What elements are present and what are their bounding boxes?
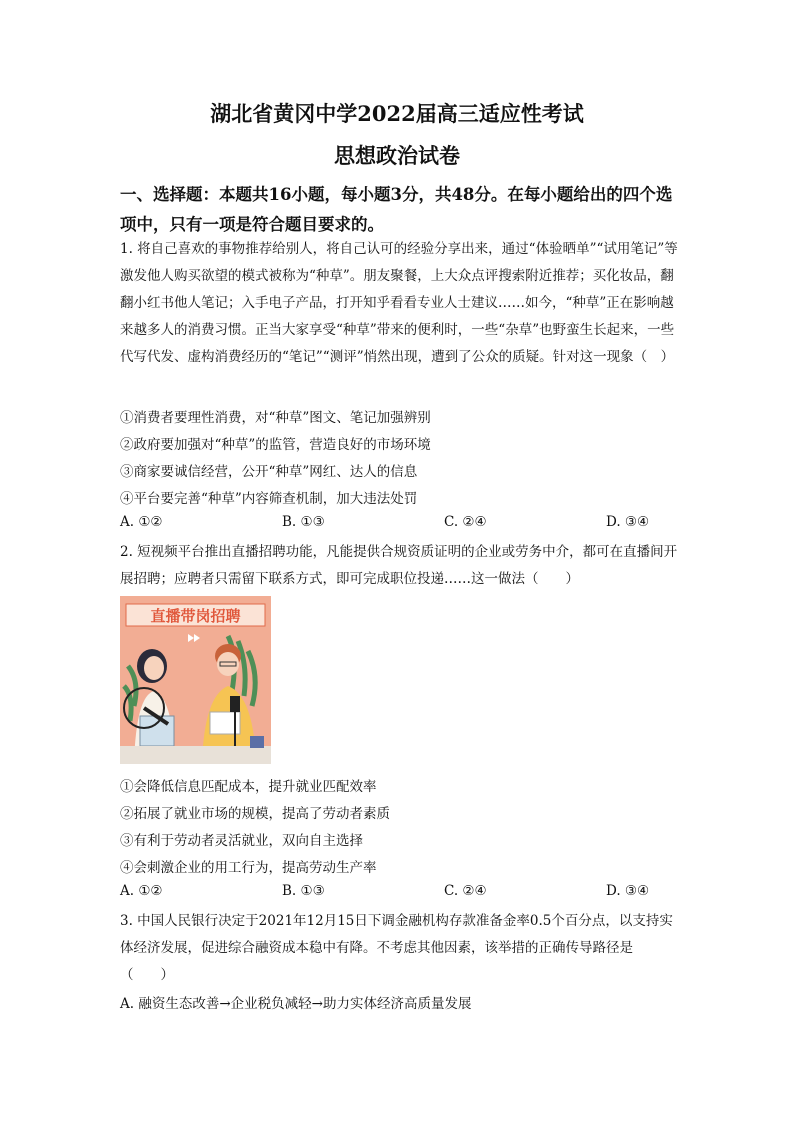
exam-subtitle: 思想政治试卷 xyxy=(334,143,460,168)
q1-option-a[interactable]: A. ①② xyxy=(120,514,163,530)
q1-item-2: ②政府要加强对“种草”的监管，营造良好的市场环境 xyxy=(120,437,431,453)
q1-options xyxy=(120,514,660,534)
q1-option-d[interactable]: D. ③④ xyxy=(606,514,650,530)
q2-option-a[interactable]: A. ①② xyxy=(120,883,163,899)
q2-option-c[interactable]: C. ②④ xyxy=(444,883,487,899)
q2-option-b[interactable]: B. ①③ xyxy=(282,883,325,899)
q1-item-4: ④平台要完善“种草”内容筛查机制，加大违法处罚 xyxy=(120,491,418,507)
q1-item-3: ③商家要诚信经营，公开“种草”网红、达人的信息 xyxy=(120,464,418,480)
q2-item-2: ②拓展了就业市场的规模，提高了劳动者素质 xyxy=(120,806,390,822)
poster-title: 直播带岗招聘 xyxy=(150,607,241,625)
q1-item-1: ①消费者要理性消费，对“种草”图文、笔记加强辨别 xyxy=(120,410,431,426)
q1-option-c[interactable]: C. ②④ xyxy=(444,514,487,530)
q2-option-d[interactable]: D. ③④ xyxy=(606,883,650,899)
section-heading: 一、选择题：本题共16小题，每小题3分，共48分。在每小题给出的四个选项中，只有一项是符合题目要求的。 xyxy=(120,185,673,234)
q2-item-4: ④会刺激企业的用工行为，提高劳动生产率 xyxy=(120,860,377,876)
q2-item-3: ③有利于劳动者灵活就业，双向自主选择 xyxy=(120,833,363,849)
live-recruitment-poster xyxy=(120,596,271,764)
q2-options xyxy=(120,883,660,903)
exam-title: 湖北省黄冈中学2022届高三适应性考试 xyxy=(210,101,584,126)
q2-stem: 2. 短视频平台推出直播招聘功能，凡能提供合规资质证明的企业或劳务中介，都可在直播间开展招聘；应聘者只需留下联系方式，即可完成职位投递……这一做法（ ） xyxy=(120,544,678,587)
q3-option-a[interactable]: A. 融资生态改善→企业税负减轻→助力实体经济高质量发展 xyxy=(120,996,472,1012)
q1-stem: 1. 将自己喜欢的事物推荐给别人，将自己认可的经验分享出来，通过“体验晒单”“试用笔记”等激发他人购买欲望的模式被称为“种草”。朋友聚餐，上大众点评搜索附近推荐；买化妆品，翻翻小红书他人笔记；入手电子产品，打开知乎看看专业人士建议……如今，“种草”正在影响越来越多人的消费习惯。正当大家享受“种草”带来的便利时，一些“杂草”也野蛮生长起来，一些代写代发、虚构消费经历的“笔记”“测评”悄然出现，遭到了公众的质疑。针对这一现象（ ） xyxy=(120,241,678,365)
q2-item-1: ①会降低信息匹配成本，提升就业匹配效率 xyxy=(120,779,377,795)
poster-illustration xyxy=(120,596,271,764)
q1-option-b[interactable]: B. ①③ xyxy=(282,514,325,530)
q3-stem: 3. 中国人民银行决定于2021年12月15日下调金融机构存款准备金率0.5个百分点，以支持实体经济发展，促进综合融资成本稳中有降。不考虑其他因素，该举措的正确传导路径是（ ） xyxy=(120,913,673,983)
